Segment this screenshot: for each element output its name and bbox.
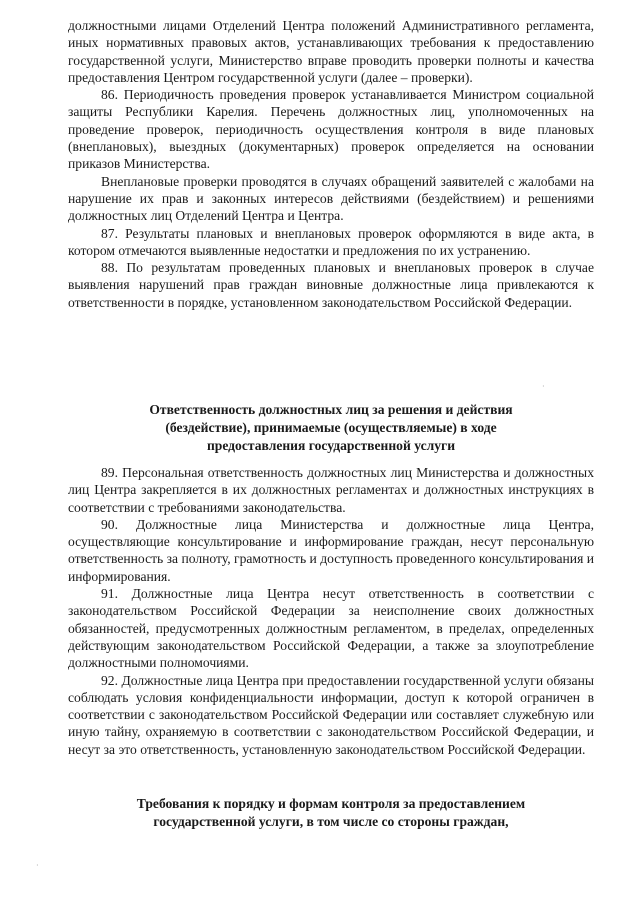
section-heading-responsibility <box>68 401 594 455</box>
scan-speck: · <box>542 382 545 391</box>
heading-line: предоставления государственной услуги <box>206 438 456 453</box>
paragraph-86-unscheduled: Внеплановые проверки проводятся в случаях обращений заявителей с жалобами на нарушение их прав и законных интересов действиями (бездействием) и решениями должностных лиц Отделений Центра и Центра. <box>68 173 594 224</box>
heading-line: Требования к порядку и формам контроля за предоставлением <box>136 796 526 811</box>
heading-line: государственной услуги, в том числе со стороны граждан, <box>153 814 509 829</box>
paragraph-91: 91. Должностные лица Центра несут ответственность в соответствии с законодательством Российской Федерации за неисполнение своих должностных обязанностей, предусмотренных должностным регламентом, в пределах, определенных действующим законодательством Российской Федерации, а также за злоупотребление должностными полномочиями. <box>68 586 594 671</box>
paragraph-88: 88. По результатам проведенных плановых и внеплановых проверок в случае выявления нарушений прав граждан виновные должностные лица привлекаются к ответственности в порядке, установленном законодательством Российской Федерации. <box>68 260 594 310</box>
paragraph-89: 89. Персональная ответственность должностных лиц Министерства и должностных лиц Центра закрепляется в их должностных регламентах и должностных инструкциях в соответствии с требованиями законодательства. <box>68 465 594 515</box>
section-responsibility <box>68 464 594 758</box>
paragraph-90: 90. Должностные лица Министерства и должностные лица Центра, осуществляющие консультирование и информирование граждан, несут персональную ответственность за полноту, грамотность и доступность проведенного консультирования и информирования. <box>68 516 594 584</box>
paragraph-87: 87. Результаты плановых и внеплановых проверок оформляются в виде акта, в котором отмечаются выявленные недостатки и предложения по их устранению. <box>68 225 594 258</box>
section-control-checks <box>68 17 594 311</box>
heading-line: (бездействие), принимаемые (осуществляемые) в ходе <box>165 420 497 435</box>
heading-line: Ответственность должностных лиц за решения и действия <box>149 402 513 417</box>
scan-speck: · <box>36 861 39 870</box>
paragraph-continuation: должностными лицами Отделений Центра положений Административного регламента, иных нормативных правовых актов, устанавливающих требования к предоставлению государственной услуги, Министерство вправе проводить проверки полноты и качества предоставления Центром государственной услуги (далее – проверки). <box>68 18 594 85</box>
section-heading-control-requirements <box>68 795 594 831</box>
paragraph-86: 86. Периодичность проведения проверок устанавливается Министром социальной защиты Республики Карелия. Перечень должностных лиц, уполномоченных на проведение проверок, периодичность осуществления контроля в виде плановых (внеплановых), выездных (документарных) проверок определяется на основании приказов Министерства. <box>68 87 594 172</box>
paragraph-92: 92. Должностные лица Центра при предоставлении государственной услуги обязаны соблюдать условия конфиденциальности информации, доступ к которой ограничен в соответствии с законодательством Российской Федерации или составляет служебную или иную тайну, охраняемую в соответствии с законодательством Российской Федерации, и несут за это ответственность, установленную законодательством Российской Федерации. <box>68 672 594 757</box>
